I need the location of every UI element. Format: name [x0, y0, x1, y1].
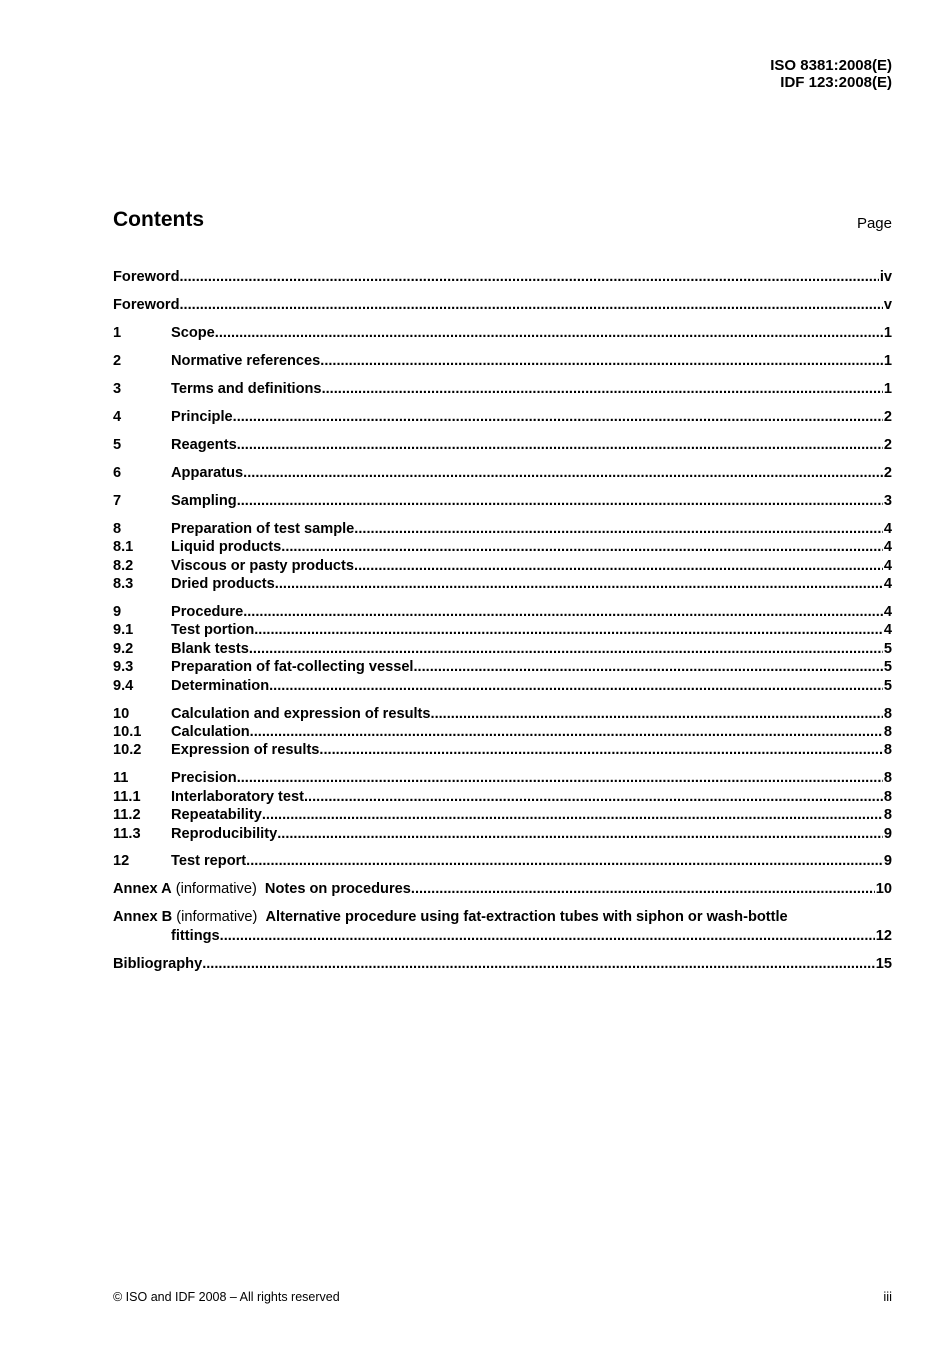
toc-entry-number: 9.3	[113, 659, 134, 676]
toc-entry-page: 12	[875, 927, 892, 944]
contents-heading: Contents	[113, 208, 204, 231]
toc-entry-page: 10	[875, 881, 892, 898]
toc-entry-title: Sampling	[171, 492, 237, 509]
toc-entry-title: Repeatability	[171, 807, 262, 824]
toc-entry-preparation-of-fat-collecting-vessel[interactable]	[113, 658, 892, 676]
toc-entry-number: 10	[113, 705, 130, 722]
toc-entry-page: 2	[883, 464, 892, 481]
toc-entry-title: Foreword	[113, 269, 180, 285]
toc-leader-dots	[254, 621, 883, 639]
toc-entry-precision[interactable]	[113, 769, 892, 787]
toc-entry-title: Preparation of test sample	[171, 520, 355, 537]
toc-entry-title: Terms and definitions	[171, 380, 322, 397]
toc-entry-number: 7	[113, 492, 122, 509]
toc-leader-dots	[215, 324, 883, 342]
toc-group-11	[113, 769, 892, 843]
document-header	[770, 57, 892, 91]
toc-entry-viscous-or-pasty-products[interactable]	[113, 557, 892, 575]
toc-entry-page: v	[883, 296, 892, 313]
standard-id-idf: IDF 123:2008(E)	[780, 74, 892, 91]
toc-entry-foreword[interactable]	[113, 268, 892, 286]
toc-entry-number: 11	[113, 770, 129, 787]
toc-entry-number: 3	[113, 380, 122, 397]
toc-leader-dots	[277, 825, 883, 843]
toc-group-bibliography	[113, 955, 892, 973]
toc-entry-page: 9	[883, 825, 892, 842]
toc-group-4	[113, 408, 892, 426]
toc-entry-expression-of-results[interactable]	[113, 741, 892, 759]
toc-entry-normative-references[interactable]	[113, 352, 892, 370]
toc-leader-dots	[250, 723, 883, 741]
toc-entry-number: 12	[113, 853, 130, 870]
toc-entry-number: 11.2	[113, 807, 141, 824]
toc-entry-title: Normative references	[171, 352, 321, 369]
toc-leader-dots	[262, 806, 883, 824]
toc-entry-number: 1	[113, 324, 122, 341]
toc-entry-scope[interactable]	[113, 324, 892, 342]
toc-group-5	[113, 436, 892, 454]
annex-label: Annex A	[113, 881, 172, 898]
toc-entry-page: 1	[883, 380, 892, 397]
toc-entry-reagents[interactable]	[113, 436, 892, 454]
toc-entry-apparatus[interactable]	[113, 464, 892, 482]
toc-group-6	[113, 464, 892, 482]
toc-leader-dots	[431, 705, 883, 723]
toc-group-7	[113, 492, 892, 510]
toc-entry-title: Alternative procedure using fat-extraction tubes with siphon or wash-bottle	[265, 909, 788, 926]
toc-entry-title: Expression of results	[171, 742, 320, 759]
toc-entry-number: 9.1	[113, 622, 134, 639]
toc-entry-title: Interlaboratory test	[171, 788, 304, 805]
toc-group-2	[113, 352, 892, 370]
toc-entry-calculation[interactable]	[113, 723, 892, 741]
toc-leader-dots	[249, 640, 883, 658]
toc-entry-page: 4	[883, 622, 892, 639]
toc-entry-title: Dried products	[171, 576, 275, 593]
toc-leader-dots	[411, 880, 875, 898]
toc-entry-page: 5	[883, 659, 892, 676]
toc-entry-determination[interactable]	[113, 677, 892, 695]
toc-entry-page: 5	[883, 640, 892, 657]
toc-entry-page: 4	[883, 539, 892, 556]
copyright-notice: © ISO and IDF 2008 – All rights reserved	[113, 1290, 340, 1304]
standard-id-iso: ISO 8381:2008(E)	[770, 57, 892, 74]
toc-entry-calculation-and-expression[interactable]	[113, 705, 892, 723]
table-of-contents	[113, 268, 892, 983]
toc-entry-title: Test portion	[171, 622, 255, 639]
toc-entry-page: 8	[883, 788, 892, 805]
toc-entry-title: Test report	[171, 853, 247, 870]
toc-entry-number: 5	[113, 436, 122, 453]
toc-leader-dots	[179, 268, 878, 286]
toc-leader-dots	[281, 538, 883, 556]
toc-entry-number: 4	[113, 408, 122, 425]
toc-entry-page: 2	[883, 436, 892, 453]
toc-entry-number: 10.2	[113, 742, 142, 759]
annex-informative: (informative)	[175, 881, 257, 898]
toc-group-9	[113, 603, 892, 695]
toc-entry-title: Reproducibility	[171, 825, 278, 842]
toc-entry-page: 4	[883, 604, 892, 621]
toc-entry-number: 9.4	[113, 677, 134, 694]
toc-leader-dots	[354, 520, 883, 538]
toc-entry-title: Notes on procedures	[264, 881, 411, 898]
toc-leader-dots	[179, 296, 882, 314]
toc-entry-blank-tests[interactable]	[113, 640, 892, 658]
toc-entry-page: 15	[875, 955, 892, 972]
toc-entry-test-portion[interactable]	[113, 621, 892, 639]
toc-entry-number: 10.1	[113, 723, 142, 740]
toc-entry-preparation-of-test-sample[interactable]	[113, 520, 892, 538]
toc-entry-principle[interactable]	[113, 408, 892, 426]
toc-leader-dots	[269, 677, 883, 695]
toc-leader-dots	[220, 927, 875, 945]
toc-entry-annex-b[interactable]	[113, 908, 892, 926]
toc-leader-dots	[414, 658, 883, 676]
toc-leader-dots	[275, 575, 883, 593]
toc-entry-liquid-products[interactable]	[113, 538, 892, 556]
toc-group-8	[113, 520, 892, 594]
toc-entry-title: Determination	[171, 677, 270, 694]
toc-entry-page: 5	[883, 677, 892, 694]
toc-leader-dots	[320, 352, 883, 370]
page-number: iii	[883, 1289, 892, 1304]
toc-leader-dots	[322, 380, 883, 398]
toc-group-foreword-2	[113, 296, 892, 314]
toc-entry-number: 8.3	[113, 576, 134, 593]
toc-entry-page: 9	[883, 853, 892, 870]
toc-leader-dots	[354, 557, 883, 575]
toc-group-annex-a	[113, 880, 892, 898]
annex-informative: (informative)	[176, 909, 258, 926]
toc-entry-title: Procedure	[171, 604, 244, 621]
toc-entry-page: 8	[883, 723, 892, 740]
toc-entry-title: Calculation	[171, 723, 250, 740]
toc-entry-title: Reagents	[171, 436, 237, 453]
toc-entry-procedure[interactable]	[113, 603, 892, 621]
toc-entry-number: 8.1	[113, 539, 134, 556]
toc-entry-title: Calculation and expression of results	[171, 705, 431, 722]
toc-entry-page: 4	[883, 520, 892, 537]
toc-group-3	[113, 380, 892, 398]
toc-entry-title: Blank tests	[171, 640, 249, 657]
toc-entry-title: Liquid products	[171, 539, 282, 556]
toc-entry-page: 3	[883, 492, 892, 509]
annex-label: Annex B	[113, 909, 173, 926]
toc-entry-reproducibility[interactable]	[113, 825, 892, 843]
toc-leader-dots	[237, 436, 883, 454]
toc-entry-page: 8	[883, 705, 892, 722]
toc-group-foreword-1	[113, 268, 892, 286]
toc-entry-number: 9	[113, 604, 122, 621]
toc-group-annex-b	[113, 908, 892, 945]
toc-entry-page: 4	[883, 557, 892, 574]
toc-leader-dots	[246, 852, 883, 870]
toc-group-12	[113, 852, 892, 870]
toc-entry-page: 8	[883, 742, 892, 759]
toc-entry-title: Apparatus	[171, 464, 244, 481]
toc-entry-interlaboratory-test[interactable]	[113, 788, 892, 806]
toc-group-10	[113, 705, 892, 760]
toc-entry-page: iv	[879, 269, 892, 285]
toc-leader-dots	[304, 788, 883, 806]
page-column-label: Page	[856, 215, 892, 232]
toc-entry-page: 1	[883, 324, 892, 341]
toc-entry-number: 11.3	[113, 825, 141, 842]
toc-entry-bibliography[interactable]	[113, 955, 892, 973]
toc-entry-title: Precision	[171, 770, 237, 787]
toc-entry-foreword[interactable]	[113, 296, 892, 314]
toc-entry-annex-b-continued[interactable]	[113, 927, 892, 945]
toc-entry-title: Bibliography	[113, 955, 203, 972]
toc-entry-page: 8	[883, 807, 892, 824]
toc-entry-number: 6	[113, 464, 122, 481]
toc-leader-dots	[202, 955, 875, 973]
toc-entry-sampling[interactable]	[113, 492, 892, 510]
toc-entry-number: 8	[113, 520, 122, 537]
toc-entry-title: Preparation of fat-collecting vessel	[171, 659, 414, 676]
toc-leader-dots	[243, 464, 883, 482]
toc-entry-page: 2	[883, 408, 892, 425]
toc-leader-dots	[243, 603, 883, 621]
toc-entry-title: Principle	[171, 408, 233, 425]
toc-entry-page: 1	[883, 352, 892, 369]
toc-entry-annex-a[interactable]	[113, 880, 892, 898]
toc-entry-test-report[interactable]	[113, 852, 892, 870]
toc-leader-dots	[319, 741, 882, 759]
toc-leader-dots	[233, 408, 883, 426]
toc-group-1	[113, 324, 892, 342]
toc-entry-title: Foreword	[113, 296, 180, 313]
toc-entry-number: 9.2	[113, 640, 134, 657]
toc-entry-page: 4	[883, 576, 892, 593]
toc-entry-title-continued: fittings	[171, 927, 220, 944]
toc-entry-title: Viscous or pasty products	[171, 557, 355, 574]
toc-entry-repeatability[interactable]	[113, 806, 892, 824]
toc-entry-page: 8	[883, 770, 892, 787]
toc-leader-dots	[237, 492, 883, 510]
toc-entry-number: 2	[113, 352, 122, 369]
toc-entry-number: 8.2	[113, 557, 134, 574]
toc-entry-dried-products[interactable]	[113, 575, 892, 593]
toc-entry-title: Scope	[171, 324, 215, 341]
toc-leader-dots	[237, 769, 883, 787]
toc-entry-terms-and-definitions[interactable]	[113, 380, 892, 398]
toc-entry-number: 11.1	[113, 788, 141, 805]
